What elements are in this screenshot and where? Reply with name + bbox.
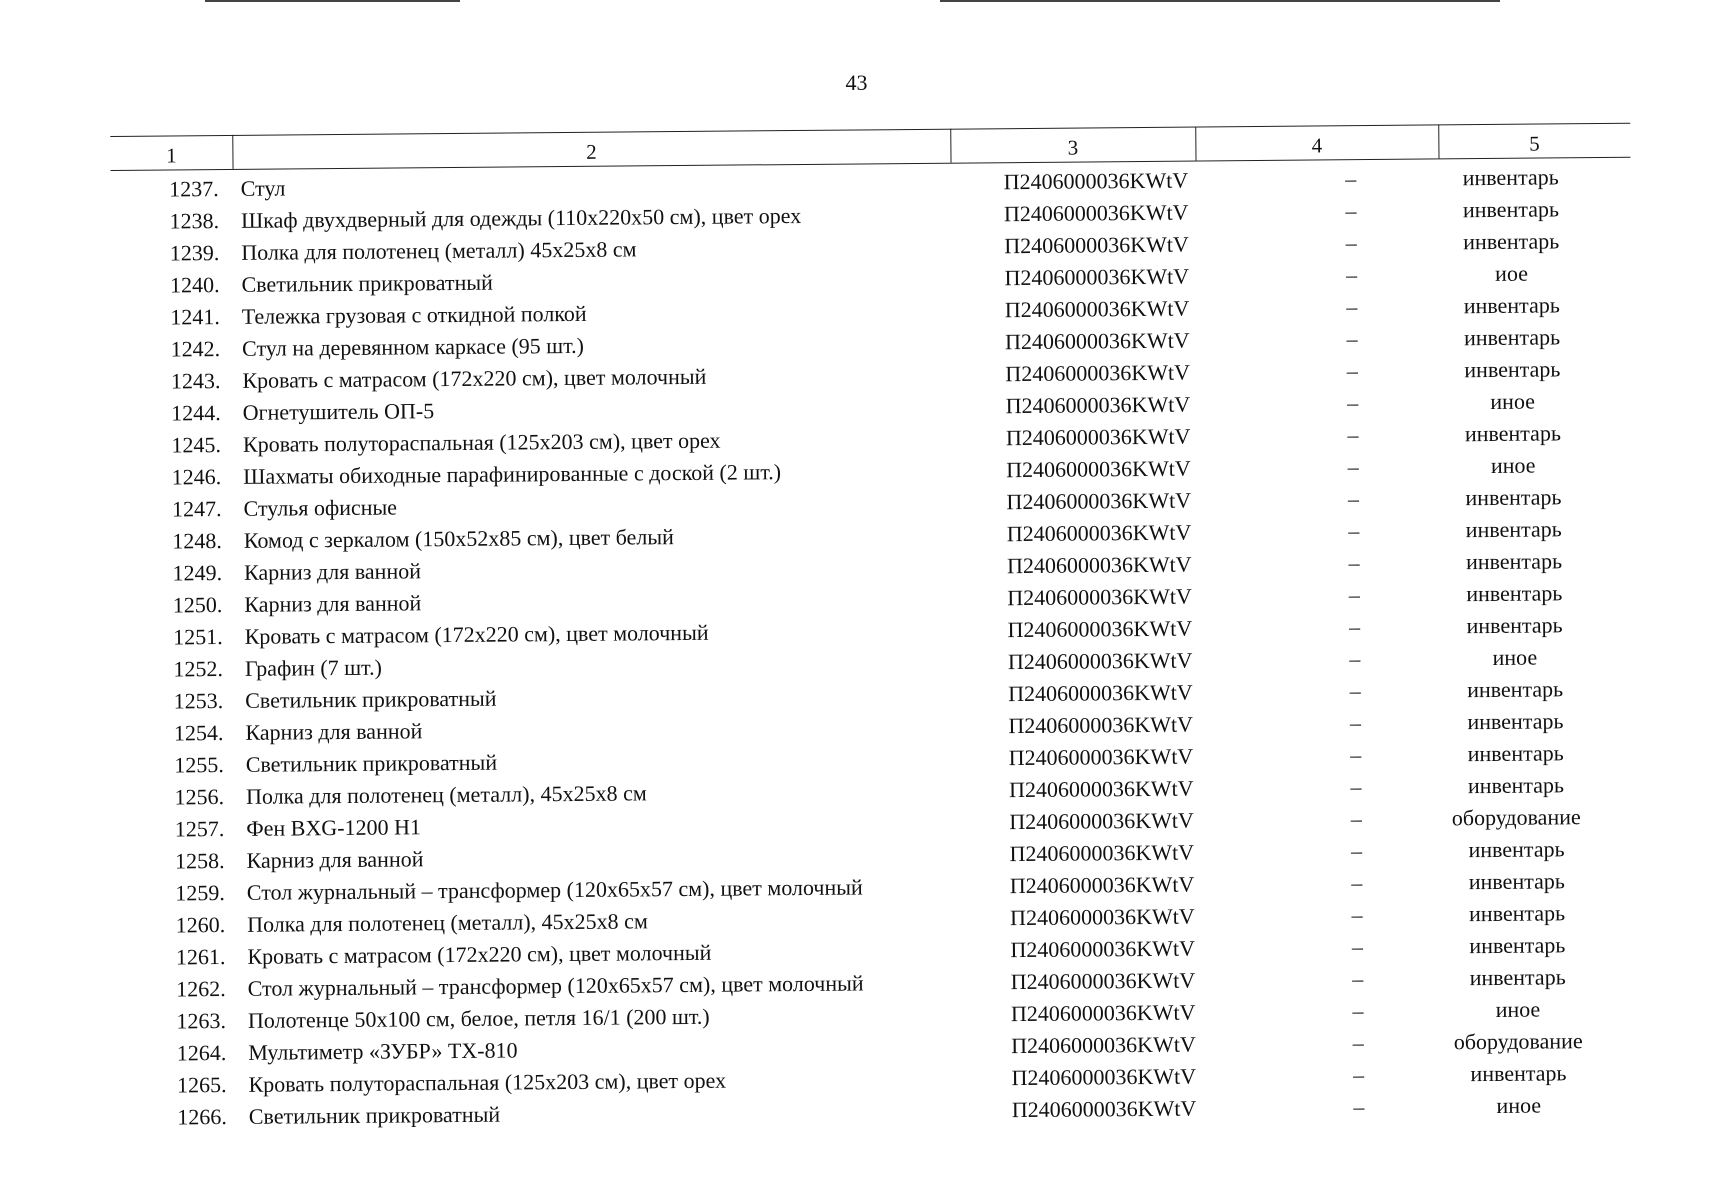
dash-cell: – (1352, 1030, 1364, 1056)
item-code: П2406000036KWtV (1006, 551, 1192, 579)
row-number: 1248. (172, 528, 222, 554)
row-number: 1257. (174, 816, 225, 842)
item-code: П2406000036KWtV (1010, 967, 1196, 995)
column-header-1: 1 (166, 143, 177, 168)
item-code: П2406000036KWtV (1004, 295, 1190, 323)
item-code: П2406000036KWtV (1005, 391, 1191, 419)
row-number: 1262. (176, 976, 226, 1002)
row-number: 1246. (171, 464, 222, 490)
item-code: П2406000036KWtV (1011, 1063, 1197, 1091)
item-category: инвентарь (1462, 196, 1560, 223)
item-code: П2406000036KWtV (1009, 871, 1195, 899)
page-number: 43 (845, 70, 868, 95)
item-code: П2406000036KWtV (1011, 1095, 1197, 1123)
dash-cell: – (1351, 934, 1363, 960)
item-name: Стулья офисные (243, 494, 398, 521)
item-category: инвентарь (1464, 356, 1561, 383)
item-name: Светильник прикроватный (245, 749, 498, 777)
row-number: 1240. (169, 272, 220, 298)
table-body (111, 161, 1639, 1134)
dash-cell: – (1352, 998, 1364, 1024)
row-number: 1252. (173, 656, 224, 682)
item-name: Огнетушитель ОП-5 (242, 398, 435, 425)
dash-cell: – (1348, 614, 1361, 640)
item-category: инвентарь (1464, 420, 1562, 447)
item-category: инвентарь (1466, 612, 1563, 639)
dash-cell: – (1347, 454, 1359, 480)
item-code: П2406000036KWtV (1004, 263, 1190, 291)
item-category: инвентарь (1467, 772, 1565, 799)
row-number: 1258. (174, 848, 225, 874)
row-number: 1253. (173, 688, 224, 714)
item-name: Кровать с матрасом (172х220 см), цвет молочный (247, 939, 712, 969)
item-code: П2406000036KWtV (1011, 1031, 1196, 1059)
scan-edge-line-right (940, 0, 1500, 2)
row-number: 1264. (176, 1040, 227, 1066)
item-category: инвентарь (1468, 900, 1566, 927)
item-name: Тележка грузовая с откидной полкой (241, 300, 587, 329)
item-category: инвентарь (1465, 484, 1562, 511)
item-category: инвентарь (1463, 292, 1560, 319)
item-category: инвентарь (1469, 932, 1566, 959)
item-name: Светильник прикроватный (248, 1101, 501, 1129)
row-number: 1266. (177, 1104, 227, 1130)
item-category: иое (1494, 260, 1529, 286)
item-category: иное (1492, 644, 1538, 670)
item-name: Карниз для ванной (246, 846, 424, 873)
row-number: 1242. (170, 336, 221, 362)
item-category: инвентарь (1465, 516, 1562, 543)
item-code: П2406000036KWtV (1008, 679, 1193, 707)
item-category: инвентарь (1467, 740, 1564, 767)
row-number: 1237. (169, 176, 219, 202)
item-name: Стул (240, 175, 286, 201)
item-code: П2406000036KWtV (1004, 231, 1189, 259)
dash-cell: – (1349, 710, 1362, 736)
row-number: 1250. (172, 592, 223, 618)
item-category: оборудование (1451, 804, 1581, 831)
item-code: П2406000036KWtV (1010, 999, 1196, 1027)
item-name: Полотенце 50х100 см, белое, петля 16/1 (200 шт.) (247, 1003, 710, 1033)
item-name: Кровать полутораспальная (125х203 см), цвет орех (242, 427, 721, 457)
scan-edge-line-left (205, 0, 460, 2)
dash-cell: – (1349, 646, 1361, 672)
item-category: инвентарь (1465, 548, 1563, 575)
item-code: П2406000036KWtV (1005, 423, 1191, 451)
item-code: П2406000036KWtV (1006, 487, 1192, 515)
dash-cell: – (1345, 262, 1358, 288)
column-header-3: 3 (1067, 135, 1079, 160)
column-header-2: 2 (586, 139, 597, 164)
row-number: 1239. (169, 240, 220, 266)
row-number: 1243. (170, 368, 221, 394)
item-name: Мультиметр «ЗУБР» TX-810 (248, 1037, 518, 1065)
dash-cell: – (1346, 294, 1358, 320)
row-number: 1255. (174, 752, 224, 778)
item-code: П2406000036KWtV (1010, 903, 1195, 931)
row-number: 1263. (176, 1008, 227, 1034)
item-name: Кровать полутораспальная (125х203 см), цвет орех (248, 1067, 727, 1097)
row-number: 1256. (174, 784, 225, 810)
item-code: П2406000036KWtV (1007, 647, 1193, 675)
item-code: П2406000036KWtV (1009, 807, 1194, 835)
row-number: 1265. (176, 1072, 227, 1098)
row-number: 1244. (171, 400, 221, 426)
column-header-4: 4 (1311, 133, 1323, 158)
item-category: инвентарь (1467, 676, 1564, 703)
item-category: инвентарь (1469, 964, 1566, 991)
item-code: П2406000036KWtV (1003, 199, 1189, 227)
item-code: П2406000036KWtV (1006, 519, 1192, 547)
item-name: Полка для полотенец (металл) 45х25х8 см (241, 236, 637, 265)
item-code: П2406000036KWtV (1004, 327, 1190, 355)
item-code: П2406000036KWtV (1006, 455, 1191, 483)
item-category: инвентарь (1470, 1060, 1567, 1087)
item-code: П2406000036KWtV (1010, 935, 1196, 963)
row-number: 1251. (173, 624, 223, 650)
row-number: 1254. (173, 720, 224, 746)
row-number: 1260. (175, 912, 226, 938)
dash-cell: – (1350, 774, 1362, 800)
item-name: Полка для полотенец (металл), 45х25х8 см (247, 908, 648, 937)
dash-cell: – (1348, 582, 1360, 608)
item-code: П2406000036KWtV (1007, 615, 1193, 643)
row-number: 1238. (169, 208, 220, 234)
dash-cell: – (1348, 518, 1360, 544)
item-category: иное (1490, 388, 1536, 414)
row-number: 1261. (175, 944, 226, 970)
item-code: П2406000036KWtV (1008, 743, 1194, 771)
item-name: Комод с зеркалом (150х52х85 см), цвет белый (243, 524, 674, 553)
item-name: Стол журнальный – трансформер (120х65х57 см), цвет молочный (247, 970, 864, 1001)
item-category: инвентарь (1463, 228, 1560, 255)
item-name: Стол журнальный – трансформер (120х65х57 см), цвет молочный (246, 874, 863, 905)
dash-cell: – (1352, 1062, 1365, 1088)
item-code: П2406000036KWtV (1003, 167, 1189, 195)
item-name: Карниз для ванной (244, 590, 422, 617)
item-name: Светильник прикроватный (245, 685, 497, 713)
item-code: П2406000036KWtV (1008, 711, 1194, 739)
item-name: Светильник прикроватный (241, 269, 493, 297)
row-number: 1245. (171, 432, 222, 458)
item-code: П2406000036KWtV (1005, 359, 1191, 387)
item-category: иное (1496, 1092, 1542, 1118)
dash-cell: – (1347, 422, 1359, 448)
item-name: Кровать с матрасом (172х220 см), цвет молочный (244, 619, 709, 649)
item-name: Шахматы обиходные парафинированные с доской (2 шт.) (243, 459, 782, 489)
dash-cell: – (1348, 550, 1360, 576)
item-name: Графин (7 шт.) (244, 654, 382, 681)
dash-cell: – (1350, 838, 1363, 864)
dash-cell: – (1352, 966, 1364, 992)
row-number: 1249. (172, 560, 223, 586)
item-name: Фен BXG-1200 H1 (246, 814, 422, 841)
dash-cell: – (1351, 902, 1363, 928)
row-number: 1247. (171, 496, 222, 522)
item-code: П2406000036KWtV (1009, 839, 1195, 867)
item-name: Стул на деревянном каркасе (95 шт.) (242, 332, 585, 361)
item-category: оборудование (1453, 1028, 1583, 1055)
item-category: инвентарь (1463, 324, 1561, 351)
dash-cell: – (1345, 230, 1357, 256)
dash-cell: – (1350, 742, 1362, 768)
dash-cell: – (1347, 486, 1360, 512)
item-category: иное (1495, 996, 1541, 1022)
dash-cell: – (1349, 678, 1361, 704)
item-code: П2406000036KWtV (1008, 775, 1194, 803)
row-number: 1241. (170, 304, 220, 330)
item-name: Полка для полотенец (металл), 45х25х8 см (245, 780, 647, 809)
item-name: Карниз для ванной (243, 558, 422, 585)
column-header-5: 5 (1529, 131, 1540, 156)
item-category: инвентарь (1466, 580, 1563, 607)
dash-cell: – (1345, 198, 1357, 224)
dash-cell: – (1346, 358, 1358, 384)
item-category: инвентарь (1468, 868, 1565, 895)
dash-cell: – (1347, 390, 1359, 416)
item-category: инвентарь (1468, 836, 1565, 863)
dash-cell: – (1350, 806, 1362, 832)
item-name: Кровать с матрасом (172х220 см), цвет молочный (242, 363, 707, 393)
item-name: Карниз для ванной (245, 718, 423, 745)
item-category: инвентарь (1462, 164, 1559, 191)
item-name: Шкаф двухдверный для одежды (110х220х50 см), цвет орех (240, 202, 802, 233)
item-category: иное (1490, 452, 1536, 478)
dash-cell: – (1346, 326, 1358, 352)
dash-cell: – (1353, 1094, 1365, 1120)
dash-cell: – (1345, 166, 1357, 192)
row-number: 1259. (175, 880, 225, 906)
dash-cell: – (1351, 870, 1363, 896)
item-code: П2406000036KWtV (1007, 583, 1192, 611)
item-category: инвентарь (1467, 708, 1564, 735)
